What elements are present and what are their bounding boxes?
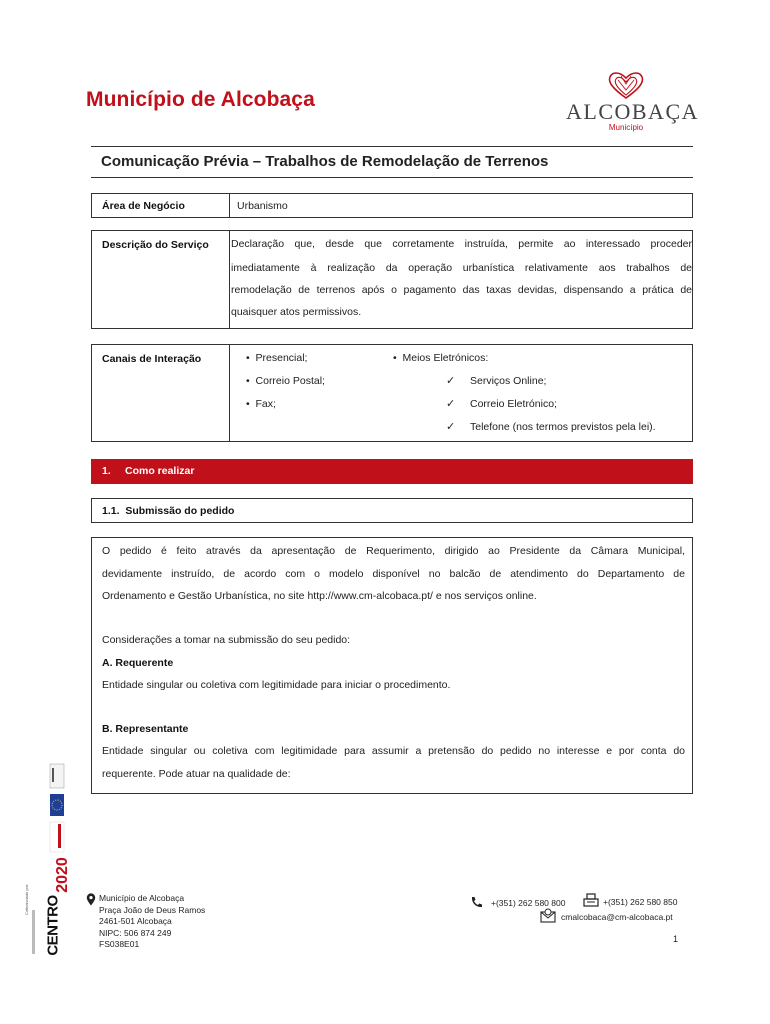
electronic-channel-label: Telefone (nos termos previstos pela lei). [470, 421, 656, 433]
submission-paragraph-line: devidamente instruído, de acordo com o modelo disponível no balcão de atendimento do Departamento de [102, 568, 685, 580]
document-title: Comunicação Prévia – Trabalhos de Remodelação de Terrenos [101, 153, 549, 170]
footer-phone: +(351) 262 580 800 [491, 898, 566, 908]
interaction-channels-label: Canais de Interação [102, 353, 202, 365]
considerations-text: Considerações a tomar na submissão do seu pedido: [102, 634, 351, 646]
requester-text: Entidade singular ou coletiva com legitimidade para iniciar o procedimento. [102, 679, 451, 691]
email-icon [540, 908, 556, 923]
electronic-channel-label: Serviços Online; [470, 375, 547, 387]
electronic-channel-label: Correio Eletrónico; [470, 398, 557, 410]
location-pin-icon [86, 893, 96, 906]
channel-bullet-label: Fax; [255, 398, 276, 410]
subsection-heading-box [91, 498, 693, 523]
channel-bullet-item: • Presencial; [246, 352, 308, 364]
document-title-bar [91, 146, 693, 178]
section-number: 1. [102, 465, 111, 477]
channel-bullet-item: • Fax; [246, 398, 276, 410]
representative-text-line: requerente. Pode atuar na qualidade de: [102, 768, 291, 780]
logo-subtitle: Município [608, 123, 644, 132]
requester-heading: A. Requerente [102, 657, 174, 669]
footer-address-line: NIPC: 506 874 249 [99, 927, 172, 938]
footer-address-line: 2461-501 Alcobaça [99, 916, 172, 926]
section-heading-bar [91, 459, 693, 484]
service-description-divider [229, 231, 230, 328]
cofinanced-text: Cofinanciado por: [24, 883, 29, 915]
representative-heading: B. Representante [102, 723, 189, 735]
footer-email: cmalcobaca@cm-alcobaca.pt [561, 912, 673, 922]
channel-bullet-label: Presencial; [255, 352, 308, 364]
service-description-line: imediatamente à realização da operação urbanística relativamente aos trabalhos de [231, 262, 692, 274]
check-icon: ✓ [446, 398, 456, 410]
page-number: 1 [673, 934, 679, 944]
channel-bullet-item: • Correio Postal; [246, 375, 325, 387]
check-icon: ✓ [446, 421, 456, 433]
service-description-label: Descrição do Serviço [102, 239, 209, 251]
business-area-label: Área de Negócio [102, 200, 185, 212]
subsection-title: 1.1. Submissão do pedido [102, 505, 235, 517]
business-area-value: Urbanismo [237, 200, 288, 212]
service-description-line: Declaração que, desde que corretamente instruída, permite ao interessado proceder [231, 238, 692, 250]
business-area-divider [229, 194, 230, 217]
centro-2020-logo: CENTRO [44, 895, 62, 956]
footer-address-line: Praça João de Deus Ramos [99, 904, 206, 915]
fax-icon [583, 893, 599, 907]
municipality-title: Município de Alcobaça [86, 88, 315, 111]
phone-icon [470, 896, 483, 908]
business-area-box [91, 193, 693, 218]
footer-address [99, 893, 205, 951]
portugal-2020-logo: 2020 [54, 857, 71, 893]
electronic-channels-label: Meios Eletrónicos: [402, 352, 489, 364]
heart-logo-icon [606, 70, 646, 100]
submission-paragraph-line: Ordenamento e Gestão Urbanística, no site http://www.cm-alcobaca.pt/ e nos serviços online. [102, 590, 537, 602]
alcobaca-logo [566, 70, 700, 132]
footer-form-code: FS038E01 [99, 939, 140, 949]
service-description-line: remodelação de terrenos após o pagamento das taxas devidas, dispensando a prática de [231, 284, 692, 296]
service-description-line: quaisquer atos permissivos. [231, 306, 362, 318]
footer-fax: +(351) 262 580 850 [603, 897, 678, 907]
check-icon: ✓ [446, 375, 456, 387]
representative-text-line: Entidade singular ou coletiva com legitimidade para assumir a pretensão do pedido no interesse e por conta do [102, 745, 685, 757]
electronic-channels-item: • Meios Eletrónicos: [393, 352, 489, 364]
logo-wordmark: ALCOBAÇA [566, 99, 700, 124]
footer-address-line: Município de Alcobaça [99, 893, 185, 903]
interaction-channels-divider [229, 345, 230, 441]
submission-paragraph-line: O pedido é feito através da apresentação de Requerimento, dirigido ao Presidente da Câmara Municipal, [102, 545, 685, 557]
channel-bullet-label: Correio Postal; [255, 375, 325, 387]
section-title: Como realizar [125, 465, 195, 477]
funding-logos-strip [24, 760, 71, 960]
